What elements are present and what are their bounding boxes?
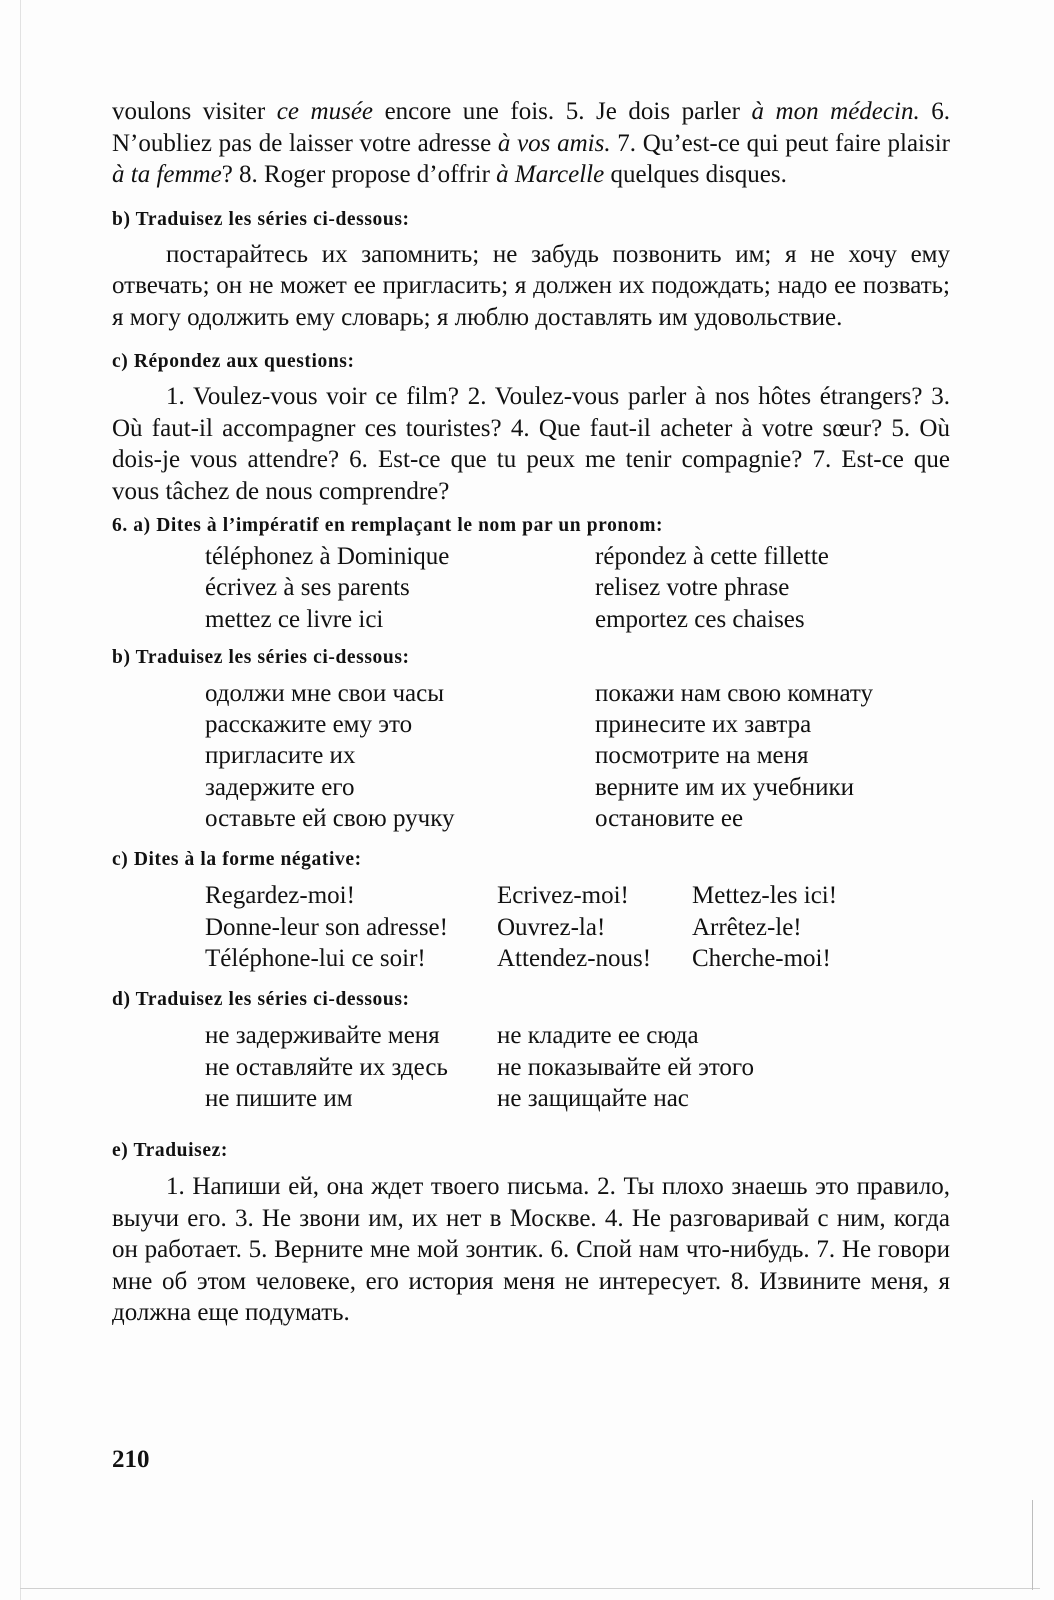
exercise-6a-heading: 6. a) Dites à l’impératif en remplaçant le nom par un pronom: — [112, 515, 664, 536]
list-item: Donne-leur son adresse! — [205, 913, 448, 941]
exercise-6c-list — [205, 880, 950, 974]
exercise-6c-heading: c) Dites à la forme négative: — [112, 849, 362, 871]
list-item: посмотрите на меня — [595, 742, 809, 770]
list-item: téléphonez à Dominique — [205, 543, 450, 570]
exercise-6e-text: 1. Напиши ей, она ждет твоего письма. 2. Ты плохо знаешь это правило, выучи его. 3. Не звони им, их нет в Москве. 4. Не разговаривай с ним, когда он работает. 5. Верните мне мой зонтик. 6. Спой нам что-нибудь. 7. Не говори мне об этом человеке, его история меня не интересует. 8. Извините меня, я должна еще подумать. — [112, 1173, 950, 1327]
intro-italic: à ta femme — [112, 161, 222, 188]
list-item: оставьте ей свою ручку — [205, 805, 455, 833]
intro-paragraph — [112, 96, 950, 191]
intro-italic: à mon médecin. — [751, 98, 920, 125]
list-item: остановите ее — [595, 805, 744, 833]
list-item: не защищайте нас — [497, 1084, 689, 1112]
intro-text: encore une fois. 5. Je dois parler — [373, 98, 752, 125]
list-item: принесите их завтра — [595, 711, 812, 739]
intro-text: quelques disques. — [604, 161, 787, 188]
list-item: задержите его — [205, 773, 355, 801]
exercise-6d-list — [205, 1020, 950, 1114]
list-item: не пишите им — [205, 1084, 353, 1112]
page-body — [112, 96, 950, 1329]
list-item: répondez à cette fillette — [595, 543, 829, 570]
list-item: пригласите их — [205, 742, 356, 770]
intro-text: 7. Qu’est-ce qui peut faire plaisir — [610, 129, 950, 157]
list-item: Arrêtez-le! — [692, 913, 802, 941]
exercise-5b-text: постарайтесь их запомнить; не забудь позвонить им; я не хочу ему отвечать; он не может ее пригласить; я должен их подождать; надо ее позвать; я могу одолжить ему словарь; я люблю доставлять им удовольствие. — [112, 240, 950, 331]
list-item: не задерживайте меня — [205, 1022, 440, 1050]
page-edge-bottom — [20, 1588, 1040, 1589]
exercise-6b-list — [205, 678, 950, 834]
list-item: Cherche-moi! — [692, 944, 831, 972]
list-item: верните им их учебники — [595, 773, 855, 801]
list-item: écrivez à ses parents — [205, 574, 410, 602]
list-item: emportez ces chaises — [595, 605, 805, 633]
list-item: Ouvrez-la! — [497, 913, 606, 941]
list-item: одолжи мне свои часы — [205, 679, 445, 707]
exercise-6b-heading: b) Traduisez les séries ci-dessous: — [112, 646, 410, 668]
exercise-6e-heading: e) Traduisez: — [112, 1140, 228, 1162]
list-item: mettez ce livre ici — [205, 605, 384, 633]
exercise-6a-list — [205, 541, 950, 635]
page-edge-right — [1032, 1500, 1033, 1590]
page-edge-left — [20, 0, 21, 1600]
list-item: расскажите ему это — [205, 711, 413, 739]
list-item: Téléphone-lui ce soir! — [205, 944, 426, 972]
intro-italic: ce musée — [276, 98, 374, 125]
list-item: Mettez-les ici! — [692, 882, 838, 910]
intro-italic: à vos amis. — [497, 129, 611, 157]
intro-text: voulons visiter — [112, 98, 277, 125]
page-number: 210 — [112, 1446, 150, 1473]
list-item: Attendez-nous! — [497, 944, 652, 972]
list-item: relisez votre phrase — [595, 574, 790, 602]
exercise-5b-heading: b) Traduisez les séries ci-dessous: — [112, 208, 410, 230]
exercise-6d-heading: d) Traduisez les séries ci-dessous: — [112, 989, 410, 1011]
intro-text: ? 8. Roger propose d’offrir — [221, 161, 497, 188]
intro-text: 6. N’oubliez pas de laisser votre adresse — [112, 98, 951, 157]
list-item: не показывайте ей этого — [497, 1053, 755, 1081]
list-item: Ecrivez-moi! — [497, 882, 629, 910]
list-item: Regardez-moi! — [205, 882, 355, 910]
intro-italic: à Marcelle — [496, 161, 605, 188]
list-item: покажи нам свою комнату — [595, 679, 873, 707]
list-item: не оставляйте их здесь — [205, 1053, 448, 1081]
exercise-5c-heading: c) Répondez aux questions: — [112, 351, 355, 372]
list-item: не кладите ее сюда — [497, 1022, 699, 1050]
exercise-5c-text: 1. Voulez-vous voir ce film? 2. Voulez-vous parler à nos hôtes étrangers? 3. Où faut-il accompagner ces touristes? 4. Que faut-il acheter à votre sœur? 5. Où dois-je vous attendre? 6. Est-ce que tu peux me tenir compagnie? 7. Est-ce que vous tâchez de nous comprendre? — [112, 383, 950, 505]
